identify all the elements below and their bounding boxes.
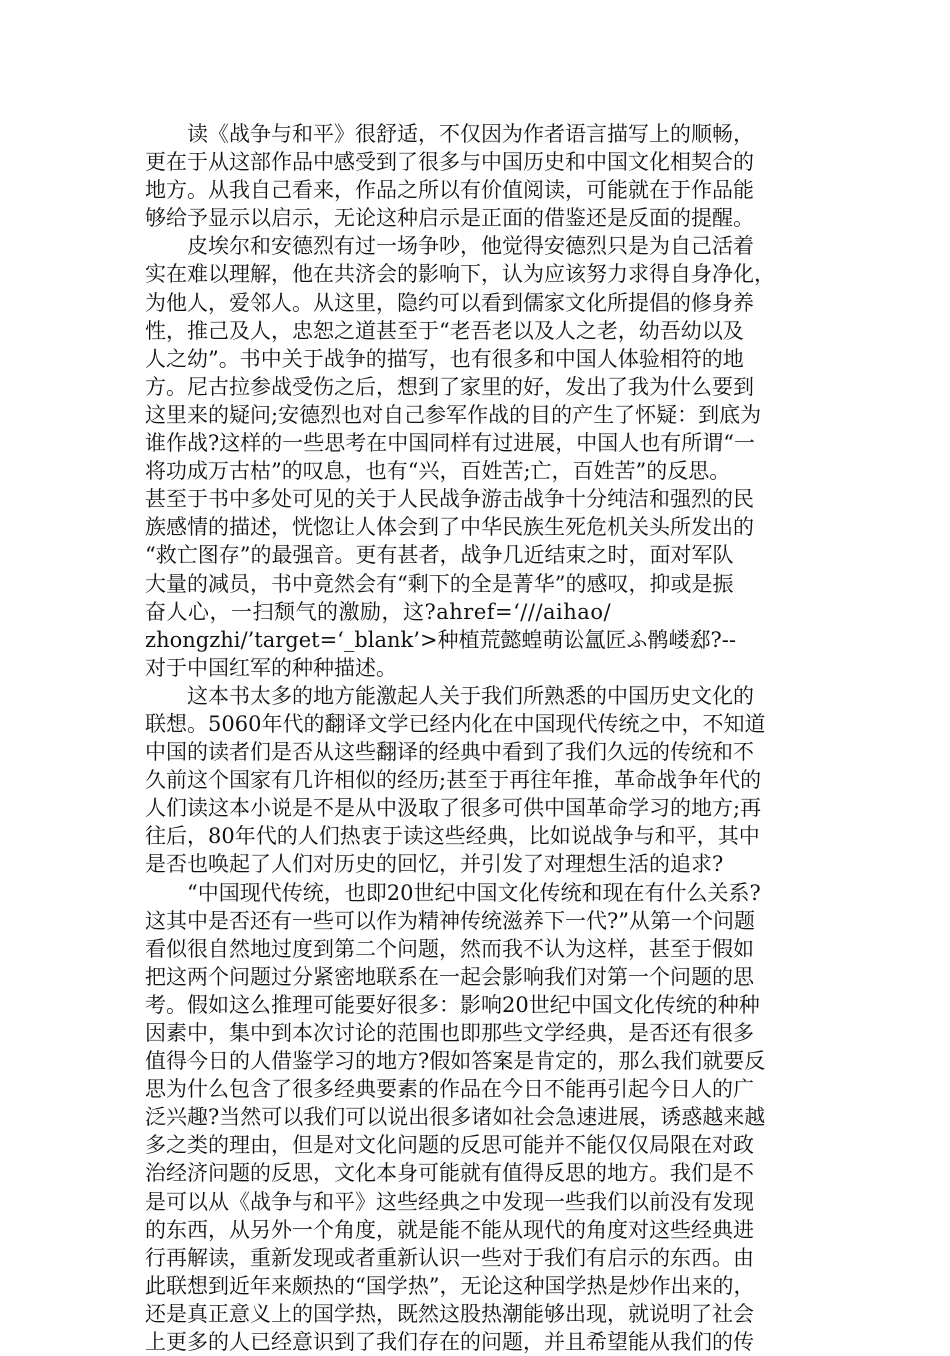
text-line: 地方。从我自己看来，作品之所以有价值阅读，可能就在于作品能 [145,178,754,203]
paragraph-4 [145,879,809,1356]
paragraph-2 [145,232,809,682]
text-line: 因素中，集中到本次讨论的范围也即那些文学经典，是否还有很多 [145,1021,754,1045]
text-line: 泛兴趣?当然可以我们可以说出很多诸如社会急速进展，诱惑越来越 [145,1105,766,1130]
text-line: 上更多的人已经意识到了我们存在的问题，并且希望能从我们的传 [145,1330,754,1355]
text-line: 族感情的描述，恍惚让人体会到了中华民族生死危机关头所发出的 [145,515,754,540]
text-line: 人之幼”。书中关于战争的描写，也有很多和中国人体验相符的地 [145,346,744,371]
paragraph-3 [145,682,809,879]
text-line: 看似很自然地过度到第二个问题，然而我不认为这样，甚至于假如 [145,936,754,961]
text-line: 的东西，从另外一个角度，就是能不能从现代的角度对这些经典进 [145,1217,754,1242]
text-line: 这其中是否还有一些可以作为精神传统滋养下一代?”从第一个问题 [145,908,755,933]
text-line: 是可以从《战争与和平》这些经典之中发现一些我们以前没有发现 [145,1189,754,1214]
text-line: 为他人，爱邻人。从这里，隐约可以看到儒家文化所提倡的修身养 [145,290,754,315]
text-line: 往后，80年代的人们热衷于读这些经典，比如说战争与和平，其中 [145,824,760,849]
text-line-link-fragment: zhongzhi/’target=‘_blank’>种植荒懿蝗萌讼氲匠ふ鹘嵝郄?-- [145,627,736,652]
paragraph-1 [145,120,809,232]
text-line: 还是真正意义上的国学热，既然这股热潮能够出现，就说明了社会 [145,1301,754,1326]
text-line: 大量的减员，书中竟然会有“剩下的全是菁华”的感叹，抑或是振 [145,571,734,596]
text-line: 思为什么包含了很多经典要素的作品在今日不能再引起今日人的广 [145,1077,754,1102]
text-line: 中国的读者们是否从这些翻译的经典中看到了我们久远的传统和不 [145,740,754,765]
text-line: 将功成万古枯”的叹息，也有“兴，百姓苦;亡，百姓苦”的反思。 [145,459,731,484]
text-line: 是否也唤起了人们对历史的回忆，并引发了对理想生活的追求? [145,852,724,877]
text-line: 更在于从这部作品中感受到了很多与中国历史和中国文化相契合的 [145,150,754,175]
text-line: 行再解读，重新发现或者重新认识一些对于我们有启示的东西。由 [145,1245,754,1270]
text-line: 值得今日的人借鉴学习的地方?假如答案是肯定的，那么我们就要反 [145,1049,766,1074]
text-line-link-fragment: 奋人心，一扫颓气的激励，这?ahref=‘///aihao/ [145,599,612,624]
text-line: 联想。5060年代的翻译文学已经内化在中国现代传统之中，不知道 [145,711,766,736]
text-line: 把这两个问题过分紧密地联系在一起会影响我们对第一个问题的思 [145,964,754,989]
text-line: 方。尼古拉参战受伤之后，想到了家里的好，发出了我为什么要到 [145,374,754,399]
text-line: 这里来的疑问;安德烈也对自己参军作战的目的产生了怀疑：到底为 [145,402,762,427]
text-line: 读《战争与和平》很舒适，不仅因为作者语言描写上的顺畅， [187,122,754,146]
text-line: 多之类的理由，但是对文化问题的反思可能并不能仅仅局限在对政 [145,1133,754,1158]
text-line: “中国现代传统，也即20世纪中国文化传统和现在有什么关系? [187,880,761,905]
text-line: 实在难以理解，他在共济会的影响下，认为应该努力求得自身净化， [145,262,775,287]
text-line: 性，推己及人，忠恕之道甚至于“老吾老以及人之老，幼吾幼以及 [145,318,744,343]
text-line: 对于中国红军的种种描述。 [145,655,397,680]
text-line: 皮埃尔和安德烈有过一场争吵，他觉得安德烈只是为自己活着 [187,234,754,259]
text-line: 这本书太多的地方能激起人关于我们所熟悉的中国历史文化的 [187,683,754,708]
body-text [145,120,809,1356]
text-line: 此联想到近年来颇热的“国学热”，无论这种国学热是炒作出来的， [145,1273,755,1298]
text-line: “救亡图存”的最强音。更有甚者，战争几近结束之时，面对军队 [145,543,734,568]
text-line: 人们读这本小说是不是从中汲取了很多可供中国革命学习的地方;再 [145,796,762,821]
text-line: 治经济问题的反思，文化本身可能就有值得反思的地方。我们是不 [145,1161,754,1186]
text-line: 谁作战?这样的一些思考在中国同样有过进展，中国人也有所谓“一 [145,431,755,456]
text-line: 甚至于书中多处可见的关于人民战争游击战争十分纯洁和强烈的民 [145,487,754,512]
text-line: 考。假如这么推理可能要好很多：影响20世纪中国文化传统的种种 [145,992,760,1017]
text-line: 久前这个国家有几许相似的经历;甚至于再往年推，革命战争年代的 [145,768,762,793]
text-line: 够给予显示以启示，无论这种启示是正面的借鉴还是反面的提醒。 [145,206,754,231]
